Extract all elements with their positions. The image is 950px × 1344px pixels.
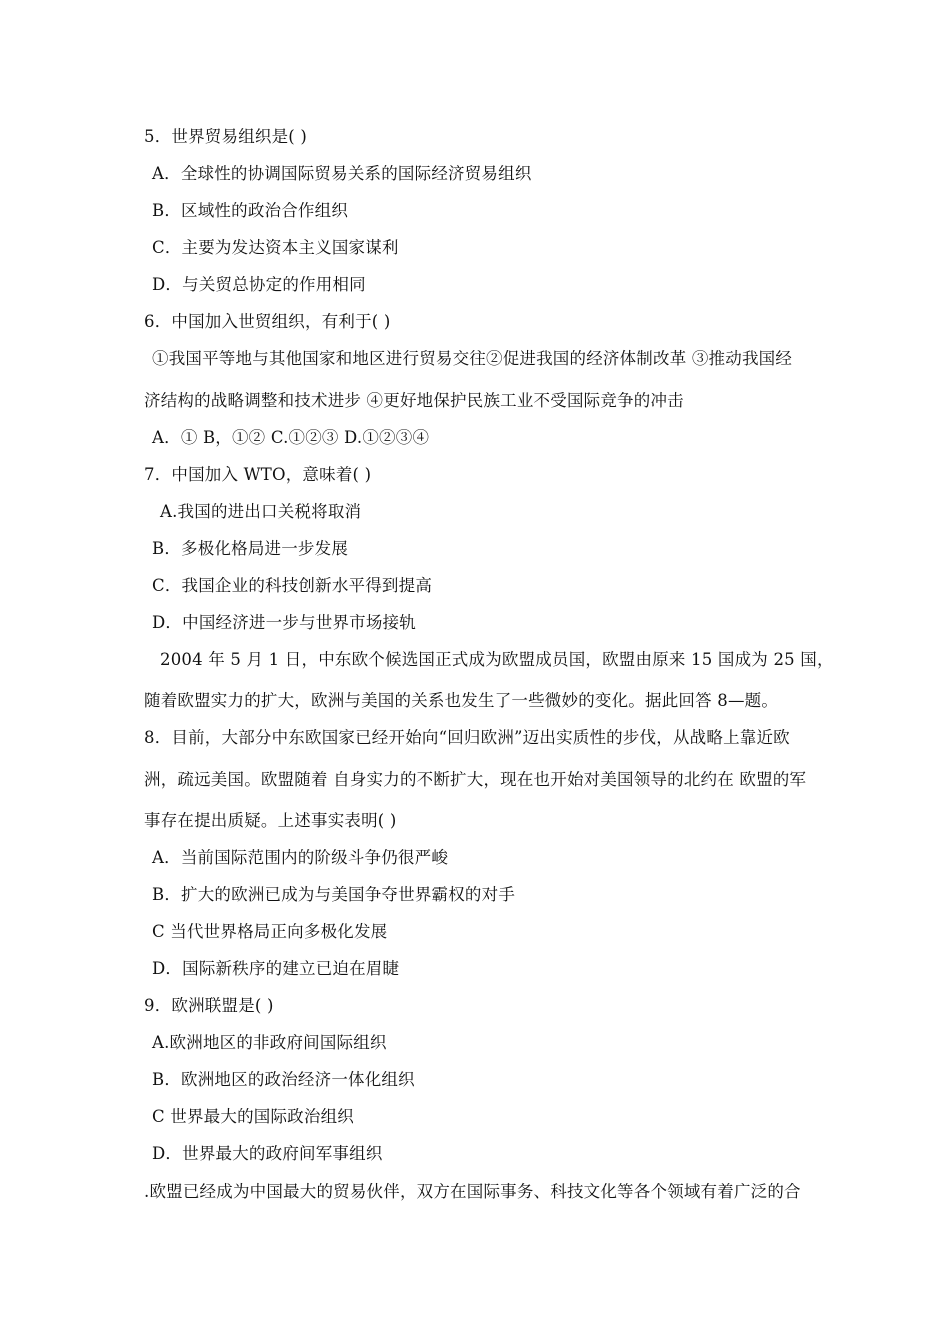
- q7-option-a: A.我国的进出口关税将取消: [160, 502, 362, 521]
- q5-option-a: A．全球性的协调国际贸易关系的国际经济贸易组织: [152, 164, 532, 183]
- q8-option-c: C 当代世界格局正向多极化发展: [152, 922, 388, 941]
- q9-option-b: B．欧洲地区的政治经济一体化组织: [152, 1070, 415, 1089]
- q5-option-d: D．与关贸总协定的作用相同: [152, 275, 366, 294]
- q6-options: A．① B，①② C.①②③ D.①②③④: [152, 428, 430, 447]
- q8-stem-line-2: 洲，疏远美国。欧盟随着 自身实力的不断扩大，现在也开始对美国领导的北约在 欧盟的军: [144, 770, 807, 789]
- q8-option-b: B．扩大的欧洲已成为与美国争夺世界霸权的对手: [152, 885, 516, 904]
- passage-line-1: 2004 年 5 月 1 日，中东欧个候选国正式成为欧盟成员国，欧盟由原来 15 国成为 25 国，: [160, 650, 834, 669]
- passage-line-2: 随着欧盟实力的扩大，欧洲与美国的关系也发生了一些微妙的变化。据此回答 8—题。: [144, 691, 779, 710]
- q8-stem-line-3: 事存在提出质疑。上述事实表明( ): [144, 811, 397, 830]
- q6-statements-line-2: 济结构的战略调整和技术进步 ④更好地保护民族工业不受国际竞争的冲击: [144, 391, 684, 410]
- q9-option-d: D．世界最大的政府间军事组织: [152, 1144, 383, 1163]
- q7-option-b: B．多极化格局进一步发展: [152, 539, 349, 558]
- q8-stem-line-1: 8．目前，大部分中东欧国家已经开始向“回归欧洲”迈出实质性的步伐，从战略上靠近欧: [144, 728, 790, 747]
- q9-stem: 9．欧洲联盟是( ): [144, 996, 274, 1015]
- q6-stem: 6．中国加入世贸组织，有利于( ): [144, 312, 391, 331]
- q9-option-c: C 世界最大的国际政治组织: [152, 1107, 354, 1126]
- q8-option-d: D．国际新秩序的建立已迫在眉睫: [152, 959, 400, 978]
- q8-option-a: A．当前国际范围内的阶级斗争仍很严峻: [152, 848, 449, 867]
- q5-option-c: C．主要为发达资本主义国家谋利: [152, 238, 399, 257]
- q5-option-b: B．区域性的政治合作组织: [152, 201, 349, 220]
- q6-statements-line-1: ①我国平等地与其他国家和地区进行贸易交往②促进我国的经济体制改革 ③推动我国经: [152, 349, 793, 368]
- q7-option-d: D．中国经济进一步与世界市场接轨: [152, 613, 416, 632]
- q5-stem: 5．世界贸易组织是( ): [144, 127, 308, 146]
- q7-stem: 7．中国加入 WTO，意味着( ): [144, 465, 372, 484]
- q9-option-a: A.欧洲地区的非政府间国际组织: [152, 1033, 387, 1052]
- passage-eu-china: .欧盟已经成为中国最大的贸易伙伴，双方在国际事务、科技文化等各个领域有着广泛的合: [144, 1182, 801, 1201]
- q7-option-c: C．我国企业的科技创新水平得到提高: [152, 576, 433, 595]
